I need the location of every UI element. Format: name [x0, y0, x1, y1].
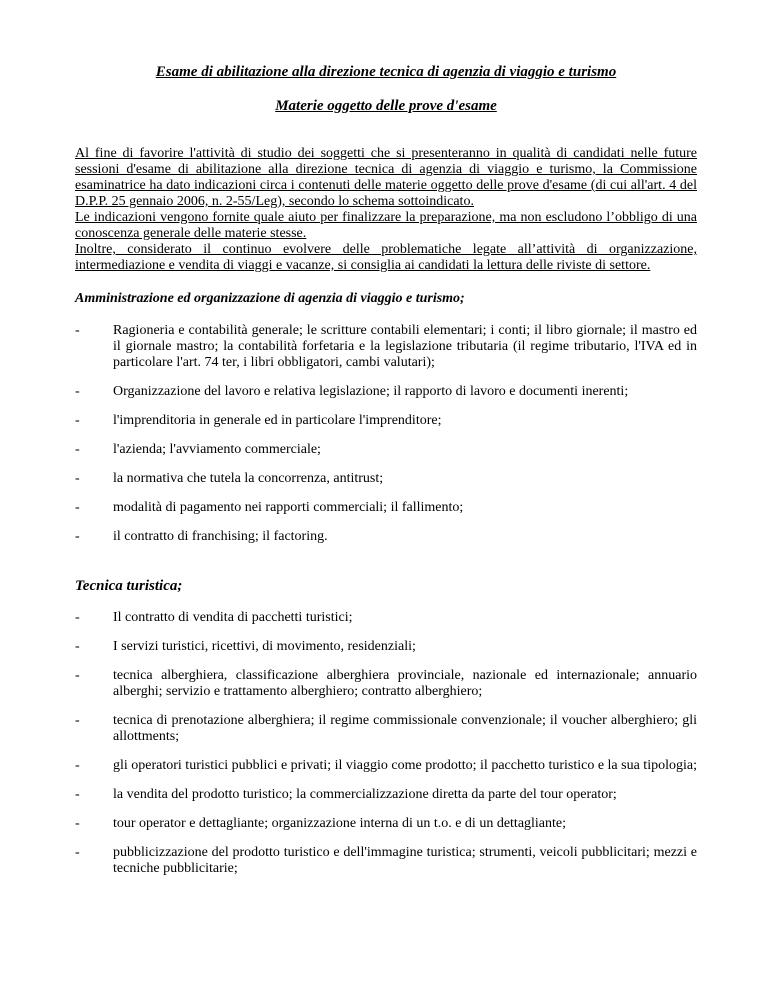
list-item-text: tour operator e dettagliante; organizzazione interna di un t.o. e di un dettagliante; — [113, 816, 567, 831]
list-bullet: - — [75, 610, 80, 625]
list-bullet: - — [75, 845, 80, 860]
list-bullet: - — [75, 668, 80, 683]
list-item-text: l'imprenditoria in generale ed in particolare l'imprenditore; — [113, 413, 442, 428]
list-bullet: - — [75, 500, 80, 515]
list-bullet: - — [75, 471, 80, 486]
list-item-text: tecnica di prenotazione alberghiera; il regime commissionale convenzionale; il voucher alberghiero; gli allottments; — [113, 713, 697, 744]
list-bullet: - — [75, 713, 80, 728]
list-item-text: tecnica alberghiera, classificazione alberghiera provinciale, nazionale ed internazionale; annuario alberghi; servizio e trattamento alberghiero; contratto alberghiero; — [113, 668, 697, 699]
list-item-text: il contratto di franchising; il factoring. — [113, 529, 328, 544]
list-bullet: - — [75, 413, 80, 428]
list-item-text: l'azienda; l'avviamento commerciale; — [113, 442, 321, 457]
list-bullet: - — [75, 442, 80, 457]
intro-paragraph: Al fine di favorire l'attività di studio dei soggetti che si presenteranno in qualità di candidati nelle future sessioni d'esame di abilitazione alla direzione tecnica di agenzia di viaggio e turismo, la Commissione esaminatrice ha dato indicazioni circa i contenuti delle materie oggetto delle prove d'esame (di cui all'art. 4 del D.P.P. 25 gennaio 2006, n. 2-55/Leg), secondo lo schema sottoindicato. — [75, 146, 697, 209]
document-subtitle: Materie oggetto delle prove d'esame — [275, 98, 497, 114]
list-item — [75, 668, 697, 700]
section-heading-amministrazione: Amministrazione ed organizzazione di agenzia di viaggio e turismo; — [75, 291, 465, 306]
section-heading-tecnica-turistica: Tecnica turistica; — [75, 578, 183, 594]
list-item-text: la vendita del prodotto turistico; la commercializzazione diretta da parte del tour operator; — [113, 787, 617, 802]
list-item — [75, 323, 697, 371]
list-item — [75, 758, 697, 774]
list-item — [75, 500, 697, 516]
list-item-text: Organizzazione del lavoro e relativa legislazione; il rapporto di lavoro e documenti inerenti; — [113, 384, 629, 399]
intro-paragraph: Inoltre, considerato il continuo evolvere delle problematiche legate all’attività di organizzazione, intermediazione e vendita di viaggi e vacanze, si consiglia ai candidati la lettura delle riviste di settore. — [75, 242, 697, 273]
intro-text — [75, 146, 697, 274]
list-item — [75, 845, 697, 877]
document-page — [75, 58, 697, 877]
list-bullet: - — [75, 384, 80, 399]
list-bullet: - — [75, 323, 80, 338]
list-bullet: - — [75, 816, 80, 831]
list-bullet: - — [75, 529, 80, 544]
list-bullet: - — [75, 639, 80, 654]
list-item — [75, 529, 697, 545]
list-item — [75, 713, 697, 745]
section-list-tecnica-turistica — [75, 610, 697, 877]
list-item — [75, 787, 697, 803]
list-item — [75, 384, 697, 400]
list-item — [75, 442, 697, 458]
list-bullet: - — [75, 787, 80, 802]
list-bullet: - — [75, 758, 80, 773]
list-item-text: la normativa che tutela la concorrenza, antitrust; — [113, 471, 384, 486]
list-item-text: pubblicizzazione del prodotto turistico e dell'immagine turistica; strumenti, veicoli pubblicitari; mezzi e tecniche pubblicitarie; — [113, 845, 697, 876]
list-item — [75, 413, 697, 429]
list-item-text: modalità di pagamento nei rapporti commerciali; il fallimento; — [113, 500, 464, 515]
list-item-text: gli operatori turistici pubblici e privati; il viaggio come prodotto; il pacchetto turistico e la sua tipologia; — [113, 758, 697, 773]
list-item-text: Ragioneria e contabilità generale; le scritture contabili elementari; i conti; il libro giornale; il mastro ed il giornale mastro; la contabilità forfetaria e la legislazione tributaria (il regime tributario, l'IVA ed in particolare l'art. 74 ter, i libri obbligatori, cambi valutari); — [113, 323, 697, 370]
document-title: Esame di abilitazione alla direzione tecnica di agenzia di viaggio e turismo — [155, 64, 617, 80]
list-item — [75, 639, 697, 655]
list-item — [75, 816, 697, 832]
list-item-text: I servizi turistici, ricettivi, di movimento, residenziali; — [113, 639, 416, 654]
section-list-amministrazione — [75, 323, 697, 545]
list-item — [75, 471, 697, 487]
intro-paragraph: Le indicazioni vengono fornite quale aiuto per finalizzare la preparazione, ma non escludono l’obbligo di una conoscenza generale delle materie stesse. — [75, 210, 697, 241]
list-item-text: Il contratto di vendita di pacchetti turistici; — [113, 610, 353, 625]
list-item — [75, 610, 697, 626]
